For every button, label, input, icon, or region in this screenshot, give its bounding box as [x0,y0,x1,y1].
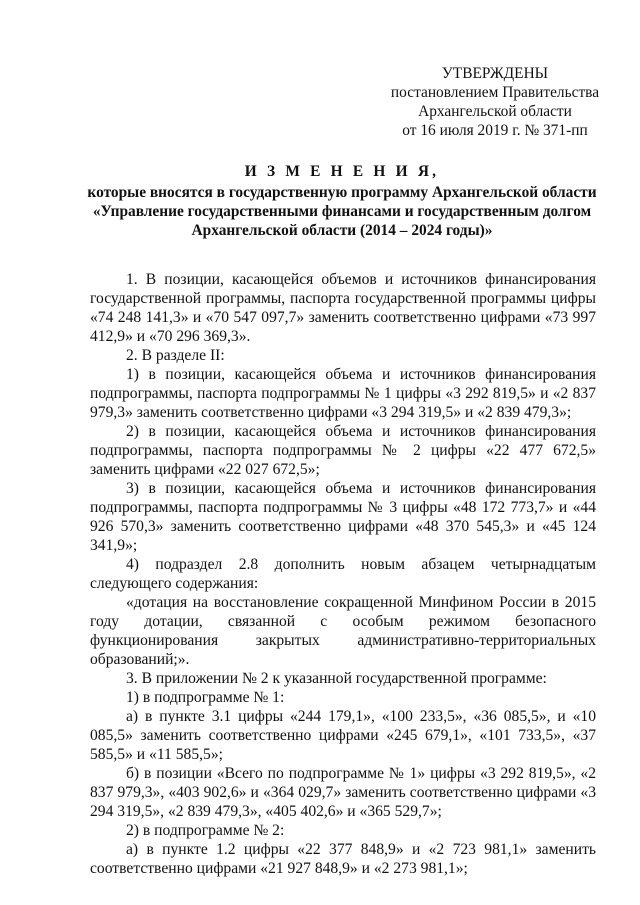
paragraph: 2. В разделе II: [126,347,225,364]
title-line-2: «Управление государственными финансами и государственным долгом [92,203,592,220]
paragraph: 1) в позиции, касающейся объема и источников финансирования подпрограммы, паспорта подпрограммы № 1 цифры «3 292 819,5» и «2 837 979,3» заменить соответственно цифрами «3 294 319,5» и «2 839 479,3»; [90,366,596,421]
approval-line-4: от 16 июля 2019 г. № 371-пп [402,122,588,139]
paragraph: а) в пункте 3.1 цифры «244 179,1», «100 233,5», «36 085,5», и «10 085,5» заменить соответственно цифрами «245 679,1», «101 733,5», «37 585,5» и «11 585,5»; [90,708,596,763]
approval-stamp [380,64,610,140]
document-body [90,270,596,878]
paragraph: 1. В позиции, касающейся объемов и источников финансирования государственной программы, паспорта государственной программы цифры «74 248 141,3» и «70 547 097,7» заменить соответственно цифрами «73 997 412,9» и «70 296 369,3». [90,271,596,345]
approval-line-1: УТВЕРЖДЕНЫ [441,65,549,82]
paragraph: 4) подраздел 2.8 дополнить новым абзацем четырнадцатым следующего содержания: [90,556,596,592]
paragraph: 2) в подпрограмме № 2: [126,822,285,839]
document-title [82,162,602,240]
approval-line-3: Архангельской области [418,103,572,120]
paragraph: 3. В приложении № 2 к указанной государственной программе: [126,670,547,687]
title-line-3: Архангельской области (2014 – 2024 годы)» [191,222,493,239]
paragraph: 1) в подпрограмме № 1: [126,689,285,706]
paragraph: 3) в позиции, касающейся объема и источников финансирования подпрограммы, паспорта подпрограммы № 3 цифры «48 172 773,7» и «44 926 570,3» заменить соответственно цифрами «48 370 545,3» и «45 124 341,9»; [90,480,596,554]
paragraph: 2) в позиции, касающейся объема и источников финансирования подпрограммы, паспорта подпрограммы № 2 цифры «22 477 672,5» заменить цифрами «22 027 672,5»; [90,423,596,478]
paragraph: а) в пункте 1.2 цифры «22 377 848,9» и «2 723 981,1» заменить соответственно цифрами «21 927 848,9» и «2 273 981,1»; [90,841,596,877]
paragraph: б) в позиции «Всего по подпрограмме № 1» цифры «3 292 819,5», «2 837 979,3», «403 902,6» и «364 029,7» заменить соответственно цифрами «3 294 319,5», «2 839 479,3», «405 402,6» и «365 529,7»; [90,765,596,820]
approval-line-2: постановлением Правительства [390,84,600,101]
title-line-1: которые вносятся в государственную программу Архангельской области [87,184,597,201]
title-heading: И З М Е Н Е Н И Я, [244,163,440,180]
paragraph: «дотация на восстановление сокращенной Минфином России в 2015 году дотации, связанной с особым режимом безопасного функционирования закрытых административно-территориальных образований;». [90,594,596,668]
